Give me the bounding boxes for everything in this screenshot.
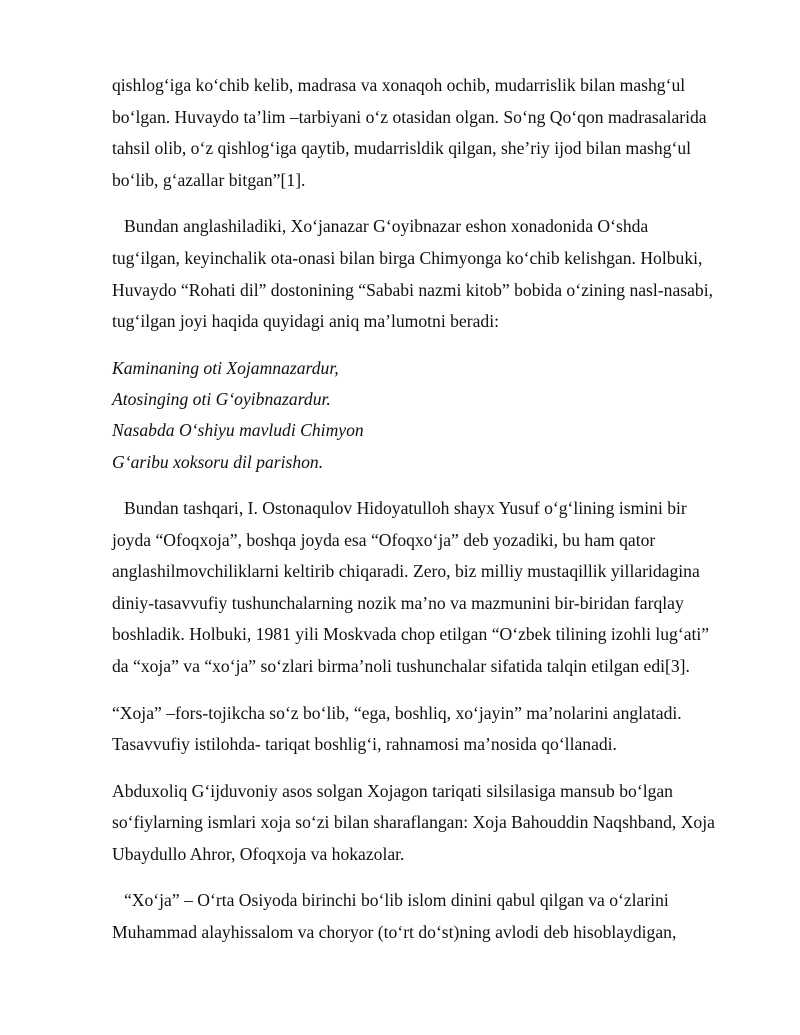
text-line: Muhammad alayhissalom va choryor (to‘rt do‘st)ning avlodi deb hisoblaydigan, xyxy=(112,922,677,943)
text-line: so‘fiylarning ismlari xoja so‘zi bilan sharaflangan: Xoja Bahouddin Naqshband, Xoja xyxy=(112,812,715,833)
text-line: “Xoja” –fors-tojikcha so‘z bo‘lib, “ega, boshliq, xo‘jayin” ma’nolarini anglatadi. xyxy=(112,702,682,723)
text-line: Bundan tashqari, I. Ostonaqulov Hidoyatulloh shayx Yusuf o‘g‘lining ismini bir xyxy=(124,497,687,518)
text-line: Ubaydullo Ahror, Ofoqxoja va hokazolar. xyxy=(112,843,405,864)
text-line: diniy-tasavvufiy tushunchalarning nozik ma’no va mazmunini bir-biridan farqlay xyxy=(112,592,684,613)
verse-line: Kaminaning oti Xojamnazardur, xyxy=(112,357,339,378)
poem-verse xyxy=(112,353,752,478)
text-line: tug‘ilgan joyi haqida quyidagi aniq ma’lumotni beradi: xyxy=(112,311,499,332)
text-line: tug‘ilgan, keyinchalik ota-onasi bilan birga Chimyonga ko‘chib kelishgan. Holbuki, xyxy=(112,247,703,268)
paragraph-5 xyxy=(112,698,752,761)
text-line: boshladik. Holbuki, 1981 yili Moskvada chop etilgan “O‘zbek tilining izohli lug‘ati” xyxy=(112,624,710,645)
text-line: Tasavvufiy istilohda- tariqat boshlig‘i, rahnamosi ma’nosida qo‘llanadi. xyxy=(112,734,617,755)
text-line: joyda “Ofoqxoja”, boshqa joyda esa “Ofoqxo‘ja” deb yozadiki, bu ham qator xyxy=(112,529,656,550)
verse-line: G‘aribu xoksoru dil parishon. xyxy=(112,451,324,472)
text-line: da “xoja” va “xo‘ja” so‘zlari birma’noli tushunchalar sifatida talqin etilgan edi[3]. xyxy=(112,655,690,676)
document-page xyxy=(112,70,752,949)
text-line: “Xo‘ja” – O‘rta Osiyoda birinchi bo‘lib islom dinini qabul qilgan va o‘zlarini xyxy=(124,890,669,911)
paragraph-7 xyxy=(112,885,752,948)
text-line: qishlog‘iga ko‘chib kelib, madrasa va xonaqoh ochib, mudarrislik bilan mashg‘ul xyxy=(112,75,686,95)
text-line: Huvaydo “Rohati dil” dostonining “Sababi nazmi kitob” bobida o‘zining nasl-nasabi, xyxy=(112,279,713,300)
text-line: anglashilmovchiliklarni keltirib chiqaradi. Zero, biz milliy mustaqillik yillaridagina xyxy=(112,561,700,582)
paragraph-2 xyxy=(112,211,752,337)
paragraph-1 xyxy=(112,70,752,196)
text-line: tahsil olib, o‘z qishlog‘iga qaytib, mudarrisldik qilgan, she’riy ijod bilan mashg‘ul xyxy=(112,138,692,159)
text-line: Abduxoliq G‘ijduvoniy asos solgan Xojagon tariqati silsilasiga mansub bo‘lgan xyxy=(112,780,673,801)
verse-line: Atosinging oti G‘oyibnazardur. xyxy=(112,389,331,410)
text-line: bo‘lgan. Huvaydo ta’lim –tarbiyani o‘z otasidan olgan. So‘ng Qo‘qon madrasalarida xyxy=(112,106,707,127)
paragraph-4 xyxy=(112,493,752,683)
text-line: Bundan anglashiladiki, Xo‘janazar G‘oyibnazar eshon xonadonida O‘shda xyxy=(124,216,649,237)
text-line: bo‘lib, g‘azallar bitgan”[1]. xyxy=(112,169,306,190)
verse-line: Nasabda O‘shiyu mavludi Chimyon xyxy=(112,420,364,441)
paragraph-6 xyxy=(112,776,752,871)
